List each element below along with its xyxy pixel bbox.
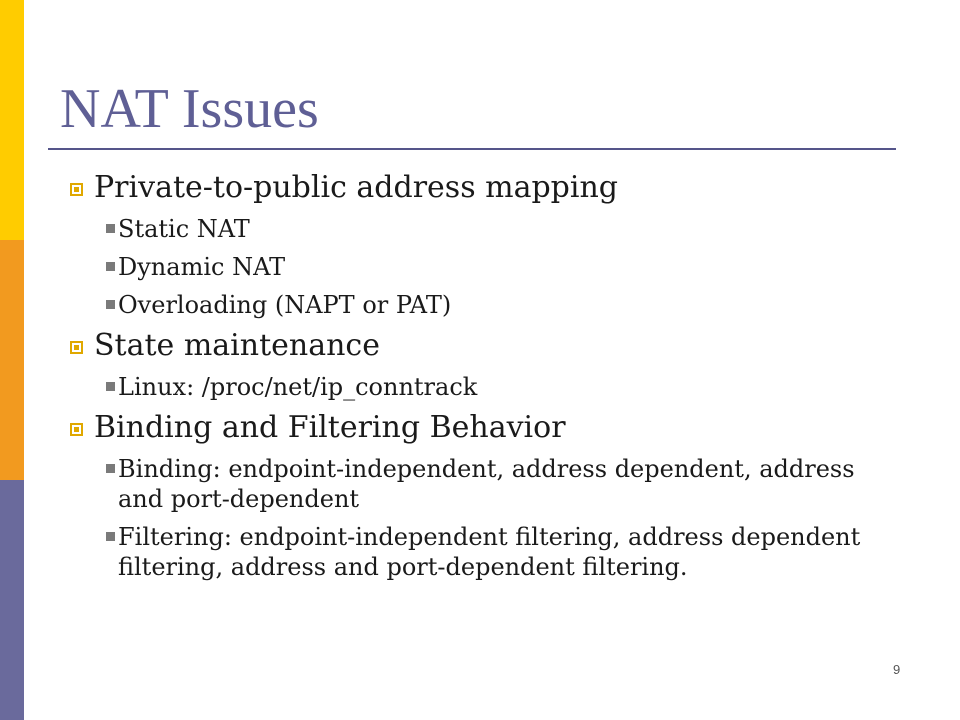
sub-bullet-list (64, 214, 904, 320)
accent-band-middle (0, 240, 24, 480)
bullet-item (64, 328, 904, 364)
small-square-bullet-icon (106, 224, 115, 233)
accent-band-bottom (0, 480, 24, 720)
small-square-bullet-icon (106, 532, 115, 541)
title-divider (48, 148, 896, 150)
sub-bullet-list (64, 454, 904, 582)
sub-bullet-text: Binding: endpoint-independent, address dependent, address and port-dependent (118, 455, 855, 513)
slide-title: NAT Issues (60, 78, 319, 140)
small-square-bullet-icon (106, 382, 115, 391)
sub-bullet-item (64, 214, 904, 244)
small-square-bullet-icon (106, 464, 115, 473)
small-square-bullet-icon (106, 300, 115, 309)
sub-bullet-text: Overloading (NAPT or PAT) (118, 291, 452, 319)
page-number: 9 (893, 662, 901, 677)
square-bullet-icon (70, 341, 83, 354)
sub-bullet-text: Filtering: endpoint-independent filtering, address dependent filtering, address and port-dependent filtering. (118, 523, 861, 581)
accent-band-top (0, 0, 24, 240)
bullet-text: State maintenance (94, 328, 380, 363)
sub-bullet-text: Linux: /proc/net/ip_conntrack (118, 373, 478, 401)
bullet-text: Private-to-public address mapping (94, 170, 618, 205)
bullet-item (64, 410, 904, 446)
sub-bullet-item (64, 522, 904, 582)
sub-bullet-item (64, 290, 904, 320)
bullet-list (64, 170, 904, 582)
sub-bullet-text: Static NAT (118, 215, 250, 243)
bullet-text: Binding and Filtering Behavior (94, 410, 566, 445)
square-bullet-icon (70, 183, 83, 196)
bullet-item (64, 170, 904, 206)
sub-bullet-item (64, 252, 904, 282)
sub-bullet-list (64, 372, 904, 402)
sub-bullet-text: Dynamic NAT (118, 253, 286, 281)
small-square-bullet-icon (106, 262, 115, 271)
sub-bullet-item (64, 372, 904, 402)
square-bullet-icon (70, 423, 83, 436)
sub-bullet-item (64, 454, 904, 514)
